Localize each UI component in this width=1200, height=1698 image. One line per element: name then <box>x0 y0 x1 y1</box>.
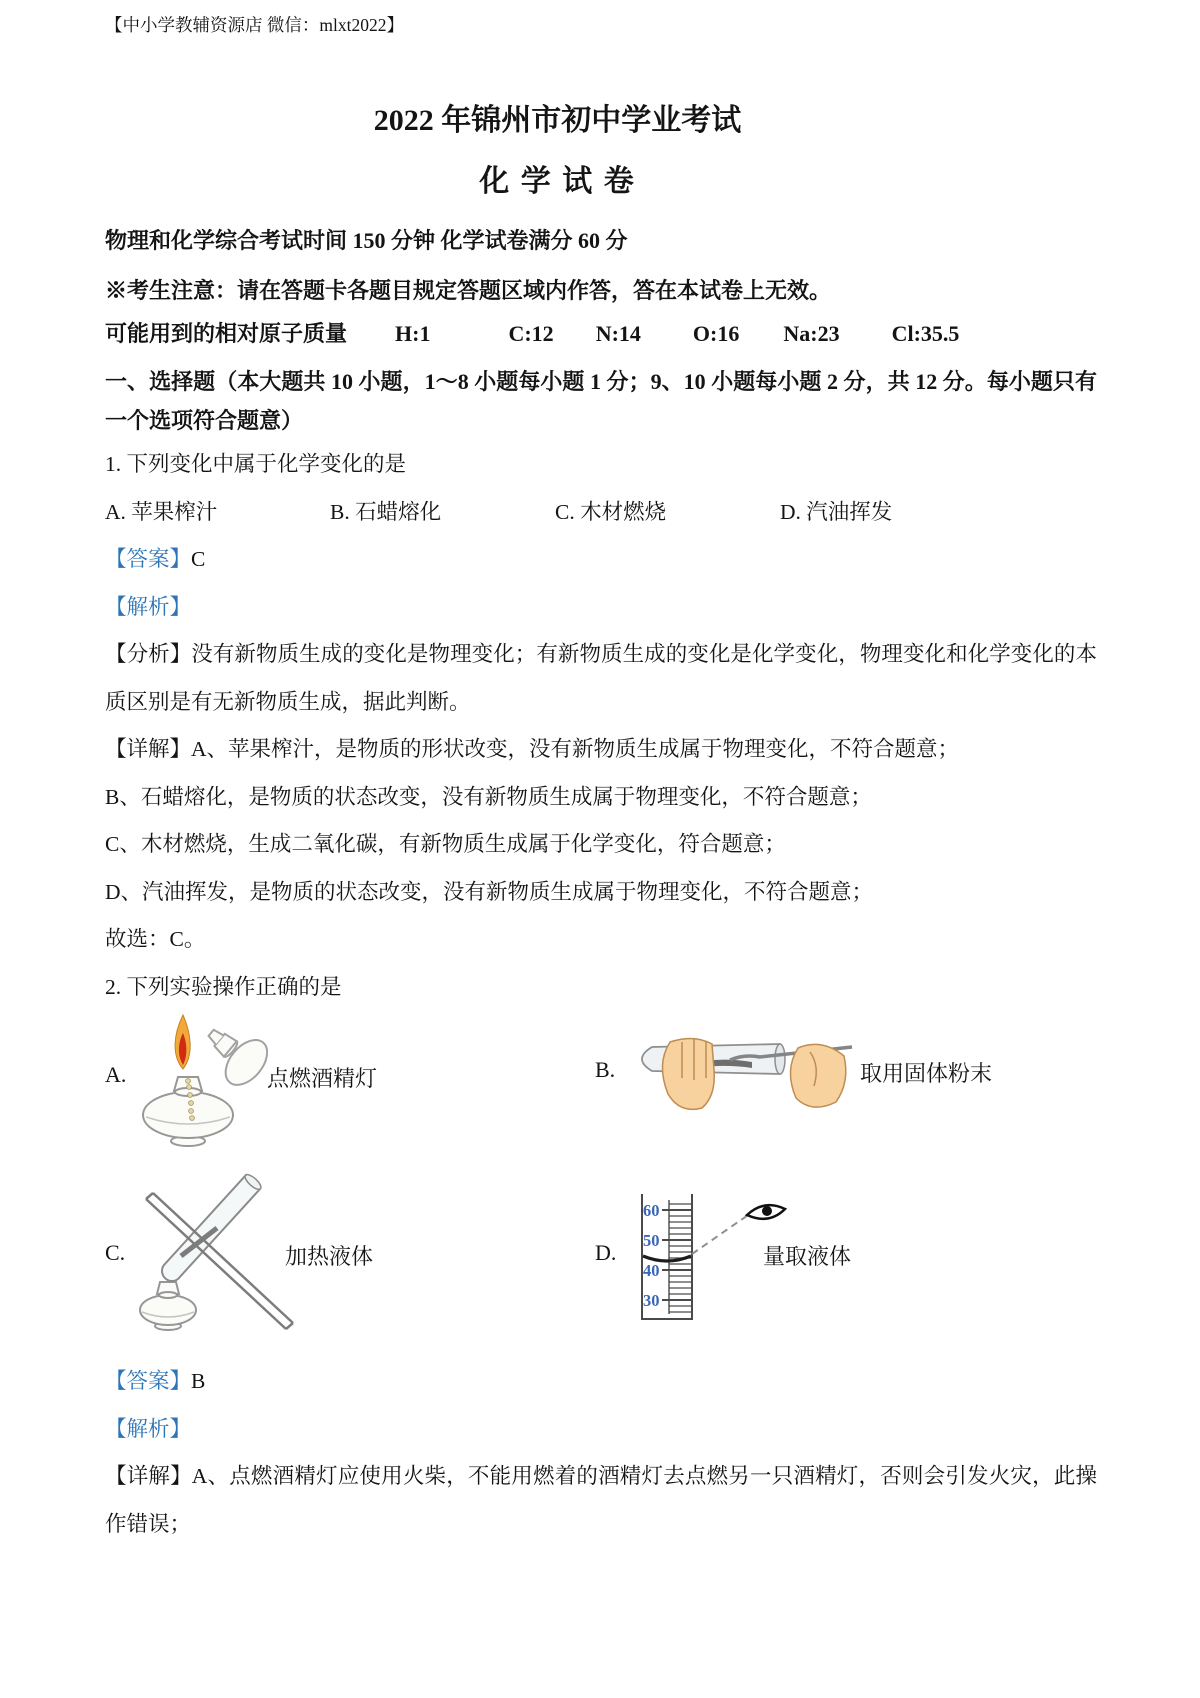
atomic-mass-Cl: Cl:35.5 <box>891 321 960 346</box>
lamp-body <box>143 1092 233 1138</box>
left-hand <box>662 1038 714 1109</box>
major-ticks <box>662 1210 691 1300</box>
lamp-body <box>140 1295 196 1325</box>
atomic-mass-N: N:14 <box>595 321 641 346</box>
notice: ※考生注意：请在答题卡各题目规定答题区域内作答，答在本试卷上无效。 <box>105 278 832 303</box>
q2-option-c-label: C. <box>105 1240 126 1265</box>
solid-powder-transfer-figure <box>612 1032 867 1132</box>
q2-option-c-caption: 加热液体 <box>285 1244 374 1269</box>
q1-option-b: B. 石蜡熔化 <box>330 499 442 524</box>
right-hand <box>790 1044 845 1107</box>
q2-stem: 2. 下列实验操作正确的是 <box>105 974 342 999</box>
eye-pupil <box>762 1206 772 1216</box>
q1-conclusion: 故选：C。 <box>105 927 206 951</box>
watermark: 【中小学教辅资源店 微信：mlxt2022】 <box>105 15 404 35</box>
q1-answer-line <box>105 536 1097 584</box>
q1-jiexi-label: 【解析】 <box>105 594 192 619</box>
page-title: 2022 年锦州市初中学业考试 <box>373 104 742 137</box>
q2-option-b-label: B. <box>595 1057 616 1082</box>
atomic-mass-Na: Na:23 <box>783 321 840 346</box>
q1-option-a: A. 苹果榨汁 <box>105 499 218 524</box>
q2-detail: 【详解】A、点燃酒精灯应使用火柴，不能用燃着的酒精灯去点燃另一只酒精灯，否则会引发火灾，此操作错误； <box>105 1464 1097 1536</box>
page-subtitle: 化 学 试 卷 <box>479 165 636 198</box>
exam-info: 物理和化学综合考试时间 150 分钟 化学试卷满分 60 分 <box>105 228 628 253</box>
atomic-mass-O: O:16 <box>692 321 740 346</box>
q2-option-b-caption: 取用固体粉末 <box>860 1061 993 1086</box>
scale-40: 40 <box>643 1261 660 1280</box>
scale-30: 30 <box>643 1291 660 1310</box>
lamp-collar <box>159 1292 177 1298</box>
atomic-mass-H: H:1 <box>395 321 431 346</box>
q1-detail-c: C、木材燃烧，生成二氧化碳，有新物质生成属于化学变化，符合题意； <box>105 832 786 856</box>
question-2-answer-block <box>105 1358 1097 1548</box>
q2-jiexi-label: 【解析】 <box>105 1416 192 1441</box>
q1-option-c: C. 木材燃烧 <box>555 499 667 524</box>
atomic-mass-line <box>105 317 959 348</box>
q1-detail-a: 【详解】A、苹果榨汁，是物质的形状改变，没有新物质生成属于物理变化，不符合题意； <box>105 737 960 761</box>
tube-mouth <box>775 1044 785 1074</box>
alcohol-lamp-lighting-figure <box>128 1005 268 1155</box>
sight-line <box>692 1213 751 1254</box>
q2-answer: B <box>191 1369 206 1393</box>
q1-detail-d: D、汽油挥发，是物质的状态改变，没有新物质生成属于物理变化，不符合题意； <box>105 879 874 904</box>
q1-analysis: 【分析】没有新物质生成的变化是物理变化；有新物质生成的变化是化学变化，物理变化和化学变化的本质区别是有无新物质生成，据此判断。 <box>105 642 1097 714</box>
q1-answer: C <box>191 547 206 571</box>
question-1-block <box>105 441 1097 1011</box>
q2-option-d-caption: 量取液体 <box>763 1244 852 1269</box>
q2-option-d-label: D. <box>595 1240 617 1265</box>
atomic-mass-C: C:12 <box>508 321 554 346</box>
scale-60: 60 <box>643 1201 660 1220</box>
q1-detail-b: B、石蜡熔化，是物质的状态改变，没有新物质生成属于物理变化，不符合题意； <box>105 784 872 809</box>
q1-stem: 1. 下列变化中属于化学变化的是 <box>105 452 407 476</box>
answer-label: 【答案】 <box>105 1369 192 1393</box>
section-heading: 一、选择题（本大题共 10 小题，1～8 小题每小题 1 分；9、10 小题每小题 2 分，共 12 分。每小题只有一个选项符合题意） <box>105 369 1097 433</box>
q1-options-row <box>105 489 1097 537</box>
q2-answer-line <box>105 1358 1097 1406</box>
tilted-lamp <box>194 1013 268 1093</box>
q1-option-d: D. 汽油挥发 <box>780 499 893 524</box>
q2-option-a-caption: 点燃酒精灯 <box>267 1066 378 1091</box>
answer-label: 【答案】 <box>105 547 192 571</box>
q2-option-a-label: A. <box>105 1062 127 1087</box>
atomic-mass-label: 可能用到的相对原子质量 <box>105 321 348 346</box>
scale-50: 50 <box>643 1231 660 1250</box>
